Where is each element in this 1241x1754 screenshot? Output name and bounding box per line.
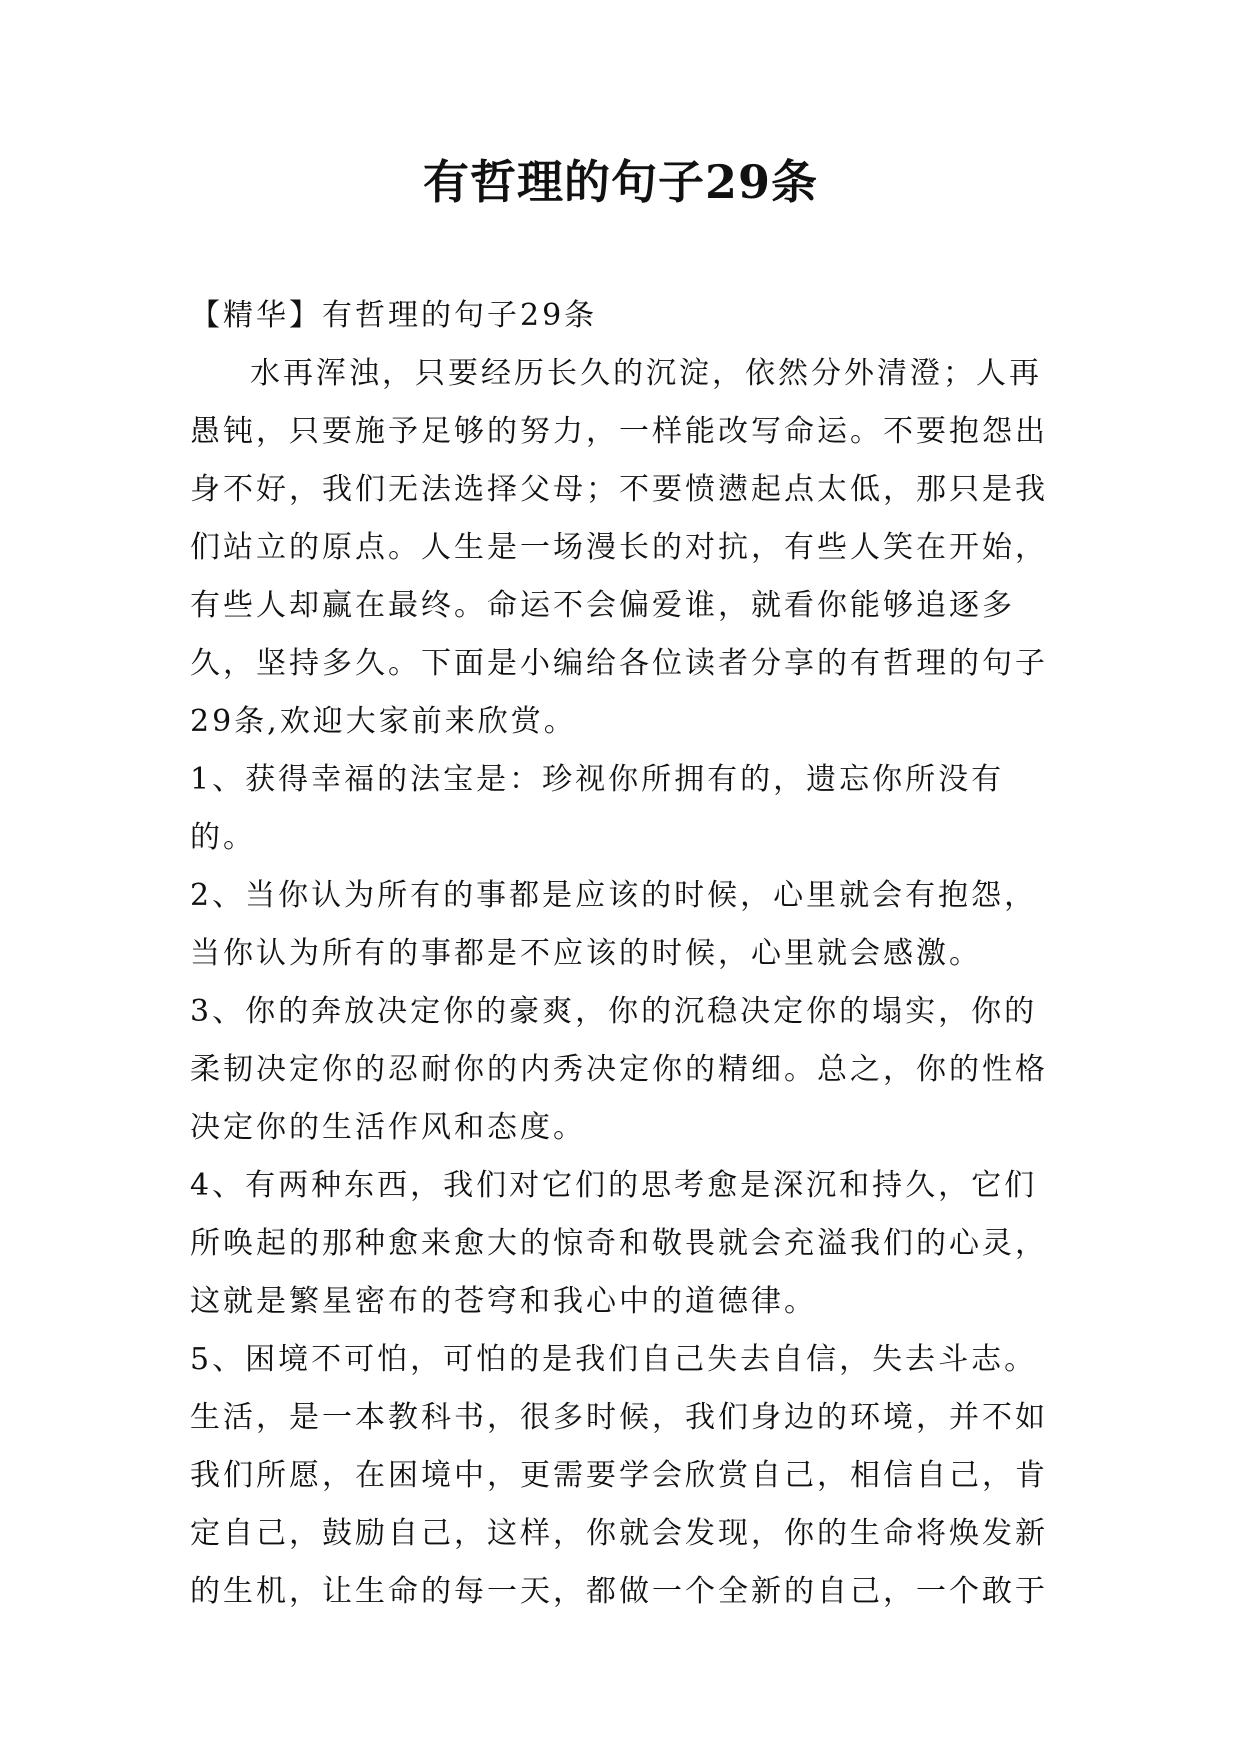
list-item: 4、有两种东西，我们对它们的思考愈是深沉和持久，它们所唤起的那种愈来愈大的惊奇和敬畏就会充溢我们的心灵，这就是繁星密布的苍穹和我心中的道德律。 <box>190 1168 1048 1319</box>
document-subtitle: 【精华】有哲理的句子29条 <box>190 298 598 333</box>
document-title: 有哲理的句子29条 <box>422 155 818 209</box>
intro-paragraph: 水再浑浊，只要经历长久的沉淀，依然分外清澄；人再愚钝，只要施予足够的努力，一样能改写命运。不要抱怨出身不好，我们无法选择父母；不要愤懑起点太低，那只是我们站立的原点。人生是一场漫长的对抗，有些人笑在开始，有些人却赢在最终。命运不会偏爱谁，就看你能够追逐多久，坚持多久。下面是小编给各位读者分享的有哲理的句子29条,欢迎大家前来欣赏。 <box>190 356 1048 739</box>
list-item: 2、当你认为所有的事都是应该的时候，心里就会有抱怨，当你认为所有的事都是不应该的时候，心里就会感激。 <box>190 878 1038 971</box>
list-item: 3、你的奔放决定你的豪爽，你的沉稳决定你的塌实，你的柔韧决定你的忍耐你的内秀决定你的精细。总之，你的性格决定你的生活作风和态度。 <box>190 994 1048 1145</box>
list-item: 5、困境不可怕，可怕的是我们自己失去自信，失去斗志。生活，是一本教科书，很多时候，我们身边的环境，并不如我们所愿，在困境中，更需要学会欣赏自己，相信自己，肯定自己，鼓励自己，这样，你就会发现，你的生命将焕发新的生机，让生命的每一天，都做一个全新的自己，一个敢于 <box>190 1342 1048 1609</box>
document-body <box>190 287 1070 1621</box>
list-item: 1、获得幸福的法宝是：珍视你所拥有的，遗忘你所没有的。 <box>190 762 1005 855</box>
